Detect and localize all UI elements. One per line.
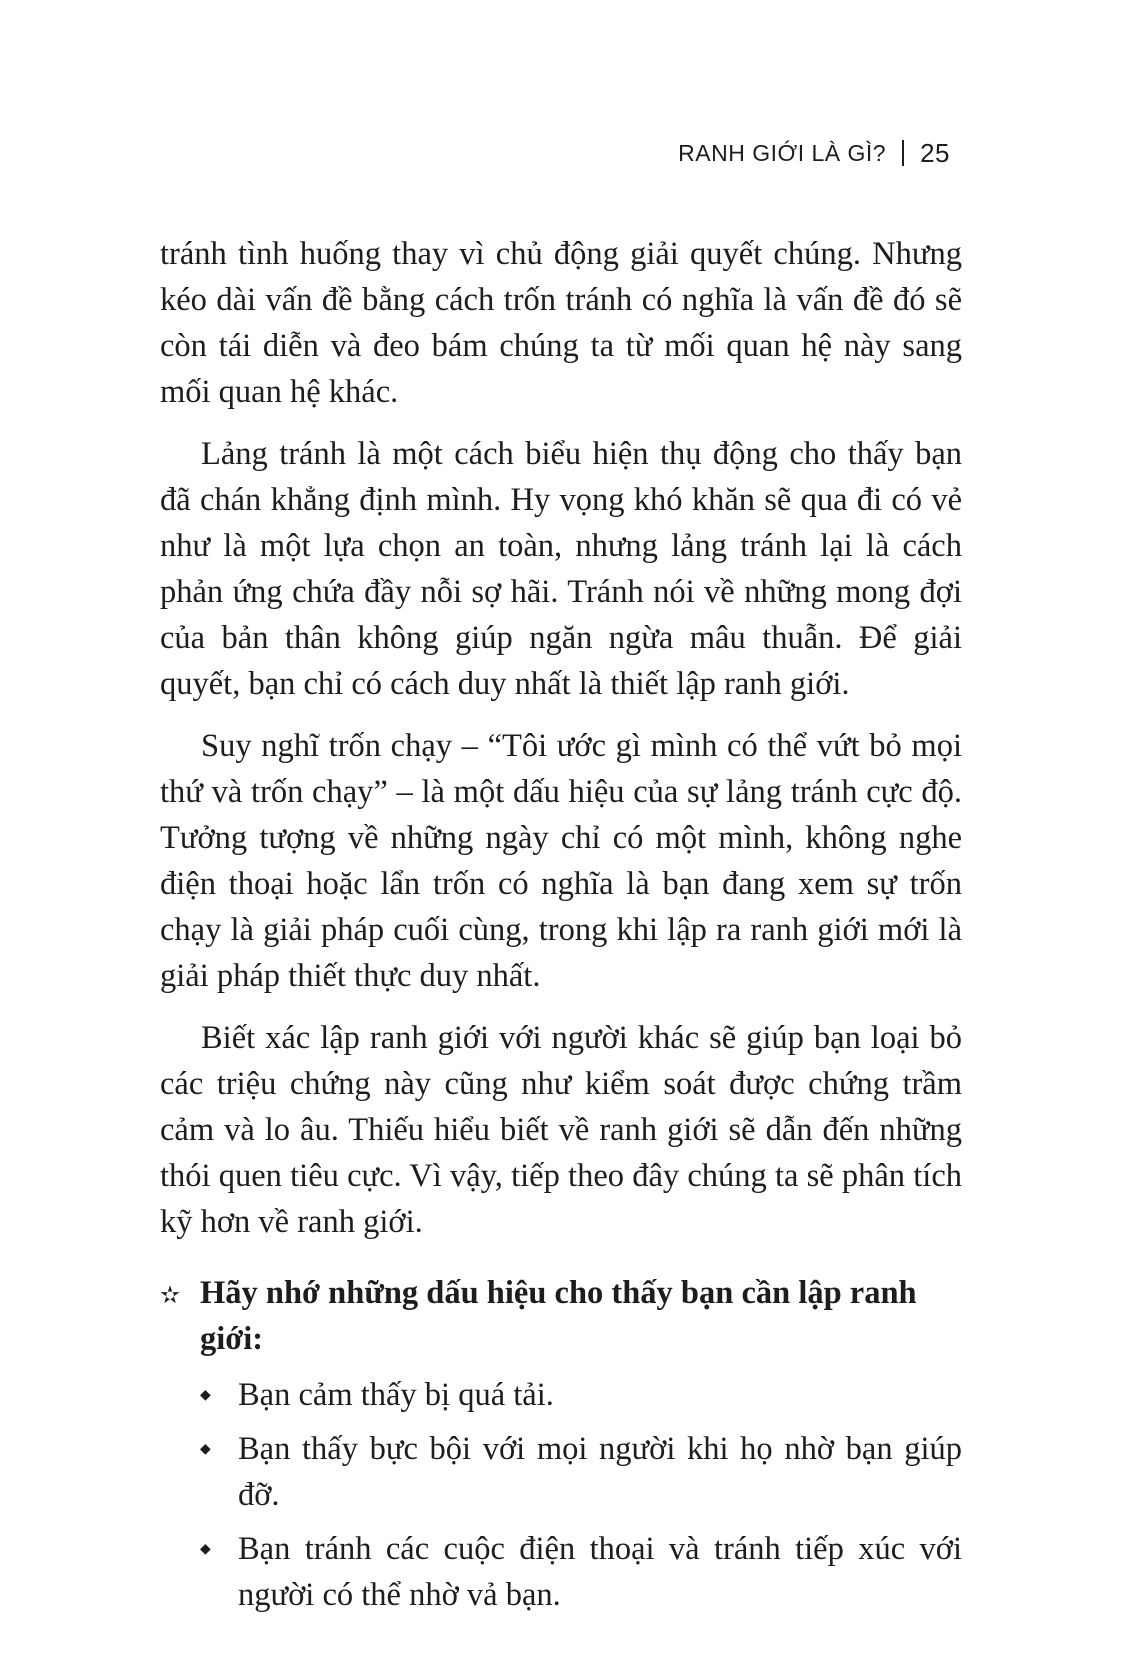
list-item: [160, 1372, 962, 1418]
page-body: [160, 231, 962, 1626]
header-divider: [902, 140, 904, 166]
list-item-text: Bạn cảm thấy bị quá tải.: [238, 1377, 554, 1413]
star-icon: ✫: [160, 1281, 181, 1309]
reminder-heading-text: Hãy nhớ những dấu hiệu cho thấy bạn cần lập ranh giới:: [200, 1275, 917, 1357]
signs-list: [160, 1372, 962, 1618]
reminder-heading: [160, 1270, 962, 1362]
list-item-text: Bạn thấy bực bội với mọi người khi họ nhờ bạn giúp đỡ.: [238, 1431, 962, 1513]
diamond-bullet-icon: ◆: [200, 1541, 211, 1557]
paragraph: Biết xác lập ranh giới với người khác sẽ giúp bạn loại bỏ các triệu chứng này cũng như kiểm soát được chứng trầm cảm và lo âu. Thiếu hiểu biết về ranh giới sẽ dẫn đến những thói quen tiêu cực. Vì vậy, tiếp theo đây chúng ta sẽ phân tích kỹ hơn về ranh giới.: [160, 1020, 962, 1240]
running-header: [678, 140, 950, 166]
diamond-bullet-icon: ◆: [200, 1441, 211, 1457]
list-item: [160, 1426, 962, 1518]
paragraph: Suy nghĩ trốn chạy – “Tôi ước gì mình có thể vứt bỏ mọi thứ và trốn chạy” – là một dấu hiệu của sự lảng tránh cực độ. Tưởng tượng về những ngày chỉ có một mình, không nghe điện thoại hoặc lẩn trốn có nghĩa là bạn đang xem sự trốn chạy là giải pháp cuối cùng, trong khi lập ra ranh giới mới là giải pháp thiết thực duy nhất.: [160, 728, 962, 994]
paragraph: tránh tình huống thay vì chủ động giải quyết chúng. Nhưng kéo dài vấn đề bằng cách trốn tránh có nghĩa là vấn đề đó sẽ còn tái diễn và đeo bám chúng ta từ mối quan hệ này sang mối quan hệ khác.: [160, 236, 962, 410]
chapter-title: RANH GIỚI LÀ GÌ?: [678, 139, 887, 166]
paragraph: Lảng tránh là một cách biểu hiện thụ động cho thấy bạn đã chán khẳng định mình. Hy vọng khó khăn sẽ qua đi có vẻ như là một lựa chọn an toàn, nhưng lảng tránh lại là cách phản ứng chứa đầy nỗi sợ hãi. Tránh nói về những mong đợi của bản thân không giúp ngăn ngừa mâu thuẫn. Để giải quyết, bạn chỉ có cách duy nhất là thiết lập ranh giới.: [160, 436, 962, 702]
list-item-text: Bạn tránh các cuộc điện thoại và tránh tiếp xúc với người có thể nhờ vả bạn.: [238, 1531, 962, 1613]
diamond-bullet-icon: ◆: [200, 1387, 211, 1403]
list-item: [160, 1526, 962, 1618]
page-number: 25: [920, 138, 950, 168]
